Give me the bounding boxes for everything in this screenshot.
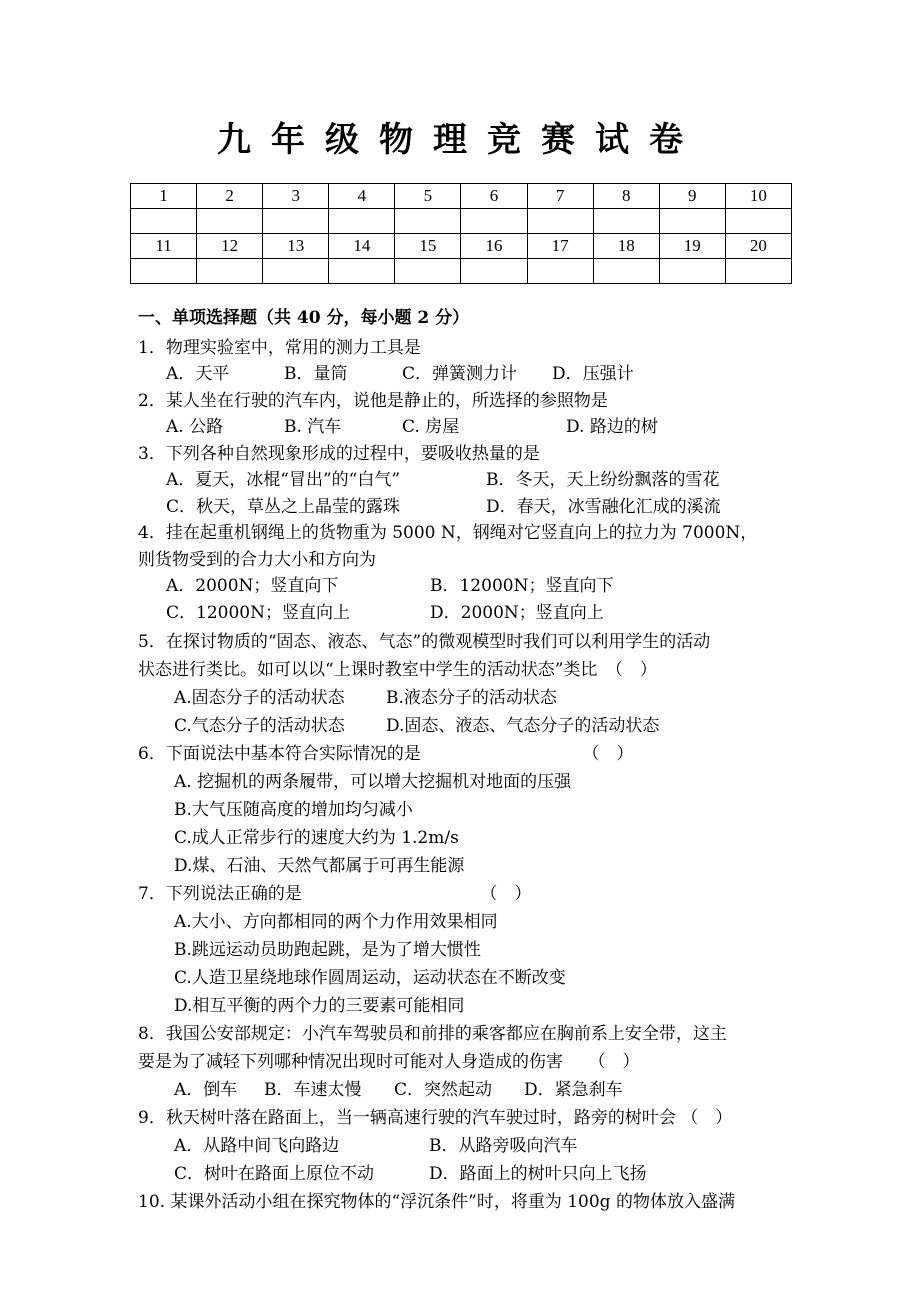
option-c[interactable]: C．突然起动 [394, 1080, 493, 1100]
option-d[interactable]: D．春天，冰雪融化汇成的溪流 [486, 496, 721, 517]
answer-cell[interactable] [725, 259, 791, 284]
question-stem: 6．下面说法中基本符合实际情况的是 （ ） [138, 744, 634, 764]
question-number-cell: 17 [527, 234, 593, 259]
option-row [174, 1160, 798, 1188]
question-number-cell: 18 [593, 234, 659, 259]
option-c[interactable]: C.气态分子的活动状态 [174, 716, 345, 736]
question-number-cell: 3 [263, 184, 329, 209]
option-d[interactable]: D. 路边的树 [566, 417, 658, 437]
question-number-cell: 14 [329, 234, 395, 259]
question-number-cell: 16 [461, 234, 527, 259]
option-row [166, 600, 798, 627]
option-d[interactable]: D.相互平衡的两个力的三要素可能相同 [174, 996, 465, 1016]
option-a[interactable]: A. 公路 [166, 417, 224, 437]
option-b[interactable]: B．车速太慢 [264, 1080, 362, 1100]
option-b[interactable]: B．冬天，天上纷纷飘落的雪花 [486, 470, 720, 490]
option-a[interactable]: A.固态分子的活动状态 [174, 688, 345, 708]
section-heading: 一、单项选择题（共 40 分，每小题 2 分） [138, 308, 470, 328]
question-number-cell: 5 [395, 184, 461, 209]
option-a[interactable]: A.大小、方向都相同的两个力作用效果相同 [174, 912, 498, 932]
option-row [174, 936, 798, 964]
option-c[interactable]: C．树叶在路面上原位不动 [174, 1164, 375, 1184]
page-title: 九年级物理竞赛试卷 [217, 120, 703, 160]
option-c[interactable]: C．弹簧测力计 [402, 364, 518, 384]
option-row [174, 796, 798, 824]
question-8 [138, 1020, 798, 1104]
question-stem: 9．秋天树叶落在路面上，当一辆高速行驶的汽车驶过时，路旁的树叶会 （ ） [138, 1108, 733, 1128]
question-2 [138, 388, 798, 441]
option-row [174, 908, 798, 936]
answer-cell[interactable] [527, 209, 593, 234]
question-number-cell: 11 [131, 234, 197, 259]
question-stem-continued: 状态进行类比。如可以以“上课时教室中学生的活动状态”类比 （ ） [138, 660, 657, 680]
question-3 [138, 441, 798, 521]
answer-cell[interactable] [461, 259, 527, 284]
question-stem: 5．在探讨物质的“固态、液态、气态”的微观模型时我们可以利用学生的活动 [138, 632, 711, 652]
question-4 [138, 520, 798, 626]
question-1 [138, 335, 798, 388]
option-c[interactable]: C．秋天，草丛之上晶莹的露珠 [166, 496, 401, 517]
option-a[interactable]: A．倒车 [174, 1080, 238, 1100]
question-stem: 7．下列说法正确的是 （ ） [138, 884, 532, 904]
question-6 [138, 740, 798, 880]
option-b[interactable]: B. 汽车 [284, 417, 342, 437]
answer-cell[interactable] [593, 209, 659, 234]
option-c[interactable]: C. 房屋 [402, 417, 460, 437]
question-stem: 2．某人坐在行驶的汽车内，说他是静止的，所选择的参照物是 [138, 390, 608, 411]
question-number-cell: 19 [659, 234, 725, 259]
option-row [174, 1076, 798, 1104]
option-row [174, 992, 798, 1020]
answer-cell[interactable] [197, 209, 263, 234]
question-10 [138, 1188, 798, 1216]
question-number-cell: 1 [131, 184, 197, 209]
question-number-cell: 20 [725, 234, 791, 259]
option-c[interactable]: C.人造卫星绕地球作圆周运动，运动状态在不断改变 [174, 968, 566, 988]
question-content [138, 305, 798, 1216]
question-stem-continued: 要是为了减轻下列哪种情况出现时可能对人身造成的伤害 （ ） [138, 1052, 640, 1072]
question-number-cell: 10 [725, 184, 791, 209]
option-row [166, 573, 798, 600]
question-number-cell: 12 [197, 234, 263, 259]
option-d[interactable]: D．压强计 [552, 364, 634, 384]
answer-cell[interactable] [659, 209, 725, 234]
answer-grid-blank-row-1 [131, 209, 792, 234]
option-a[interactable]: A．从路中间飞向路边 [174, 1136, 340, 1156]
answer-grid-header-row-2 [131, 234, 792, 259]
option-row [174, 964, 798, 992]
option-row [166, 414, 798, 441]
option-row [174, 852, 798, 880]
question-stem: 4．挂在起重机钢绳上的货物重为 5000 N，钢绳对它竖直向上的拉力为 7000N， [138, 523, 758, 543]
question-number-cell: 2 [197, 184, 263, 209]
answer-cell[interactable] [593, 259, 659, 284]
option-row [174, 768, 798, 796]
option-d[interactable]: D．路面上的树叶只向上飞扬 [429, 1164, 647, 1184]
question-number-cell: 15 [395, 234, 461, 259]
question-5 [138, 628, 798, 740]
question-number-cell: 8 [593, 184, 659, 209]
option-d[interactable]: D.煤、石油、天然气都属于可再生能源 [174, 856, 465, 876]
option-c[interactable]: C.成人正常步行的速度大约为 1.2m/s [174, 828, 459, 848]
answer-cell[interactable] [527, 259, 593, 284]
option-row [166, 361, 798, 388]
option-b[interactable]: B．12000N；竖直向下 [430, 576, 614, 596]
answer-cell[interactable] [395, 259, 461, 284]
option-a[interactable]: A．2000N；竖直向下 [166, 576, 339, 596]
option-a[interactable]: A. 挖掘机的两条履带，可以增大挖掘机对地面的压强 [174, 772, 572, 792]
option-c[interactable]: C．12000N；竖直向上 [166, 602, 350, 623]
answer-grid-header-row-1 [131, 184, 792, 209]
question-stem: 3．下列各种自然现象形成的过程中，要吸收热量的是 [138, 443, 540, 464]
question-9 [138, 1104, 798, 1188]
option-b[interactable]: B.大气压随高度的增加均匀减小 [174, 800, 413, 820]
option-row [174, 712, 798, 740]
answer-cell[interactable] [263, 209, 329, 234]
option-a[interactable]: A．天平 [166, 364, 230, 384]
question-number-cell: 6 [461, 184, 527, 209]
option-row [166, 467, 798, 494]
question-stem: 1．物理实验室中，常用的测力工具是 [138, 337, 421, 358]
question-stem: 10. 某课外活动小组在探究物体的“浮沉条件”时，将重为 100g 的物体放入盛满 [138, 1192, 735, 1212]
option-row [174, 684, 798, 712]
option-b[interactable]: B．量筒 [284, 364, 348, 384]
answer-cell[interactable] [395, 209, 461, 234]
question-stem-continued: 则货物受到的合力大小和方向为 [138, 549, 376, 570]
answer-cell[interactable] [659, 259, 725, 284]
answer-cell[interactable] [329, 259, 395, 284]
answer-cell[interactable] [461, 209, 527, 234]
option-row [174, 1132, 798, 1160]
option-row [174, 824, 798, 852]
question-7 [138, 880, 798, 1020]
answer-cell[interactable] [197, 259, 263, 284]
answer-cell[interactable] [329, 209, 395, 234]
option-d[interactable]: D．2000N；竖直向上 [430, 602, 604, 623]
question-number-cell: 13 [263, 234, 329, 259]
answer-cell[interactable] [131, 209, 197, 234]
option-row [166, 494, 798, 521]
option-d[interactable]: D.固态、液态、气态分子的活动状态 [386, 716, 660, 736]
answer-cell[interactable] [131, 259, 197, 284]
question-number-cell: 4 [329, 184, 395, 209]
option-b[interactable]: B.跳远运动员助跑起跳，是为了增大惯性 [174, 940, 481, 960]
option-a[interactable]: A．夏天，冰棍“冒出”的“白气” [166, 470, 401, 490]
option-d[interactable]: D．紧急刹车 [524, 1080, 623, 1100]
answer-cell[interactable] [263, 259, 329, 284]
answer-grid-blank-row-2 [131, 259, 792, 284]
question-number-cell: 9 [659, 184, 725, 209]
answer-cell[interactable] [725, 209, 791, 234]
question-stem: 8．我国公安部规定：小汽车驾驶员和前排的乘客都应在胸前系上安全带，这主 [138, 1024, 727, 1044]
answer-grid [130, 183, 792, 284]
question-number-cell: 7 [527, 184, 593, 209]
option-b[interactable]: B.液态分子的活动状态 [386, 688, 557, 708]
option-b[interactable]: B．从路旁吸向汽车 [429, 1136, 578, 1156]
